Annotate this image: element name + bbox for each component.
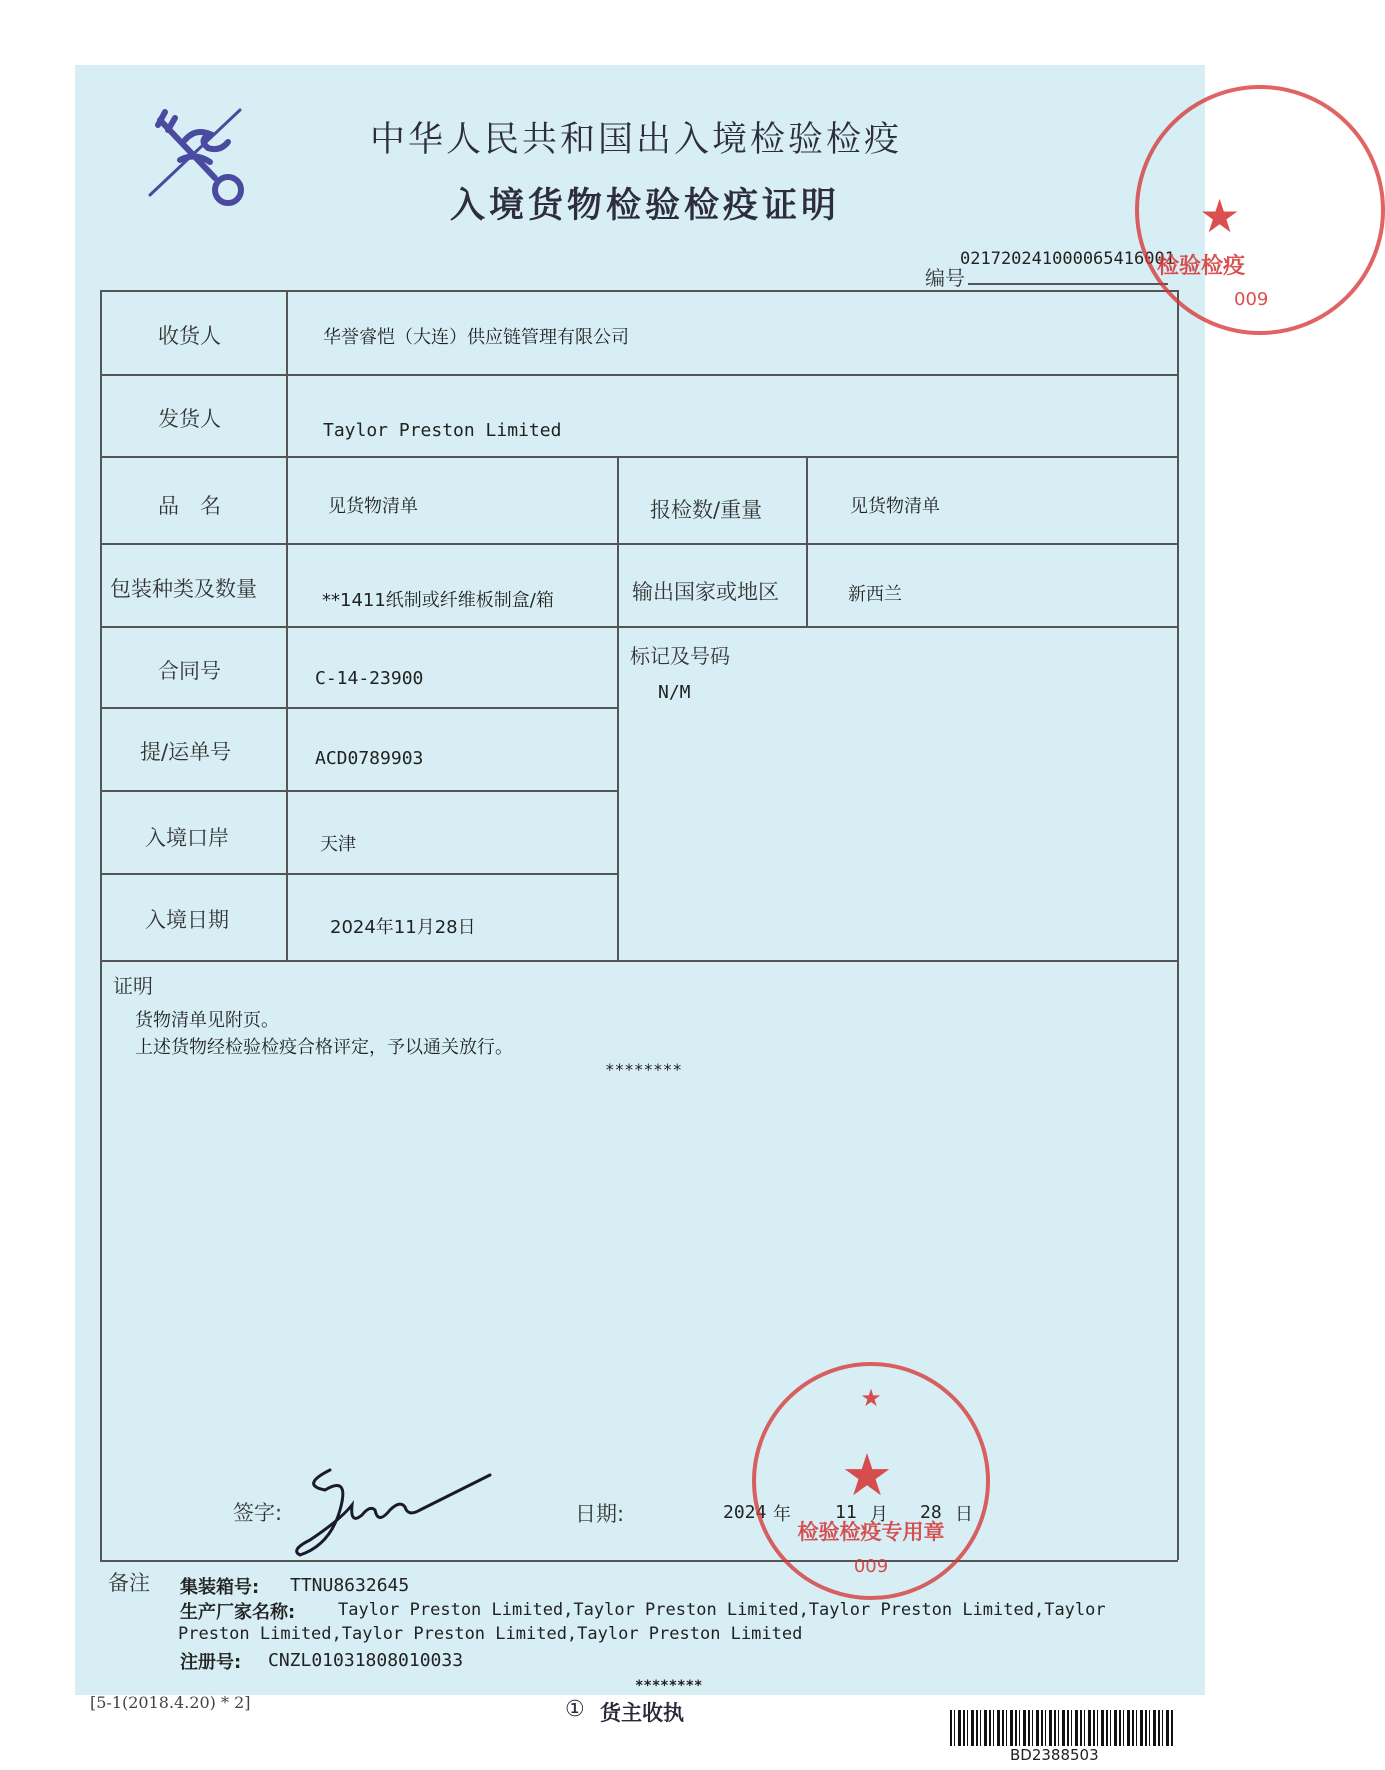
signature-label: 签字: — [233, 1501, 283, 1525]
document-title-line2: 入境货物检验检疫证明 — [450, 186, 841, 226]
day-char: 日 — [955, 1504, 973, 1525]
remarks-stars: ******** — [635, 1678, 703, 1694]
barcode-icon — [950, 1710, 1175, 1746]
port-label: 入境口岸 — [145, 826, 229, 850]
certification-heading: 证明 — [113, 974, 153, 998]
form-code: [5-1(2018.4.20) * 2] — [90, 1693, 251, 1712]
certificate-sheet — [75, 65, 1205, 1695]
certificate-number: 021720241000065416001 — [960, 249, 1175, 269]
ciq-logo-icon — [140, 100, 265, 210]
manufacturer-label: 生产厂家名称: — [180, 1602, 296, 1623]
sign-date-label: 日期: — [575, 1502, 625, 1526]
marks-label: 标记及号码 — [630, 644, 730, 668]
goods-label: 品 名 — [158, 494, 221, 518]
sign-month: 11 — [835, 1502, 857, 1523]
origin-value: 新西兰 — [848, 584, 902, 605]
document-title-line1: 中华人民共和国出入境检验检疫 — [370, 120, 903, 160]
number-label: 编号 — [925, 266, 965, 290]
consignee-label: 收货人 — [158, 324, 221, 348]
registration-value: CNZL01031808010033 — [268, 1650, 464, 1671]
registration-label: 注册号: — [180, 1652, 242, 1673]
package-value: **1411纸制或纤维板制盒/箱 — [322, 590, 554, 611]
contract-label: 合同号 — [158, 659, 221, 683]
marks-value: N/M — [658, 682, 691, 703]
consignee-value: 华誉睿恺（大连）供应链管理有限公司 — [323, 327, 629, 348]
quantity-label: 报检数/重量 — [650, 498, 763, 522]
remarks-label: 备注 — [108, 1571, 150, 1595]
entry-date-value: 2024年11月28日 — [330, 917, 476, 938]
certification-stars: ******** — [605, 1060, 683, 1079]
goods-value: 见货物清单 — [328, 496, 418, 517]
certification-line2: 上述货物经检验检疫合格评定，予以通关放行。 — [135, 1037, 513, 1058]
consignor-label: 发货人 — [158, 407, 221, 431]
month-char: 月 — [870, 1504, 888, 1525]
container-value: TTNU8632645 — [290, 1575, 410, 1596]
manufacturer-value-line1: Taylor Preston Limited,Taylor Preston Limited,Taylor Preston Limited,Taylor — [338, 1600, 1106, 1620]
container-label: 集装箱号: — [180, 1577, 260, 1598]
package-label: 包装种类及数量 — [110, 577, 257, 601]
customs-seal-stamp: ★ ★ 检验检疫专用章 009 — [752, 1362, 990, 1600]
origin-label: 输出国家或地区 — [632, 580, 779, 604]
copy-number: ① — [565, 1697, 585, 1722]
bill-label: 提/运单号 — [140, 740, 232, 764]
contract-value: C-14-23900 — [315, 668, 424, 689]
consignor-value: Taylor Preston Limited — [323, 420, 562, 441]
sign-day: 28 — [920, 1502, 942, 1523]
certification-line1: 货物清单见附页。 — [135, 1010, 279, 1031]
entry-date-label: 入境日期 — [145, 908, 229, 932]
bill-value: ACD0789903 — [315, 748, 424, 769]
manufacturer-value-line2: Preston Limited,Taylor Preston Limited,Taylor Preston Limited — [178, 1624, 803, 1644]
quantity-value: 见货物清单 — [850, 496, 940, 517]
copy-label: 货主收执 — [600, 1701, 684, 1725]
barcode-number: BD2388503 — [1010, 1746, 1099, 1764]
handwritten-signature — [290, 1455, 500, 1565]
sign-year: 2024 — [723, 1502, 767, 1523]
top-seal-stamp: ★ 检验检疫 009 — [1135, 85, 1385, 335]
port-value: 天津 — [320, 834, 356, 855]
year-char: 年 — [773, 1504, 791, 1525]
